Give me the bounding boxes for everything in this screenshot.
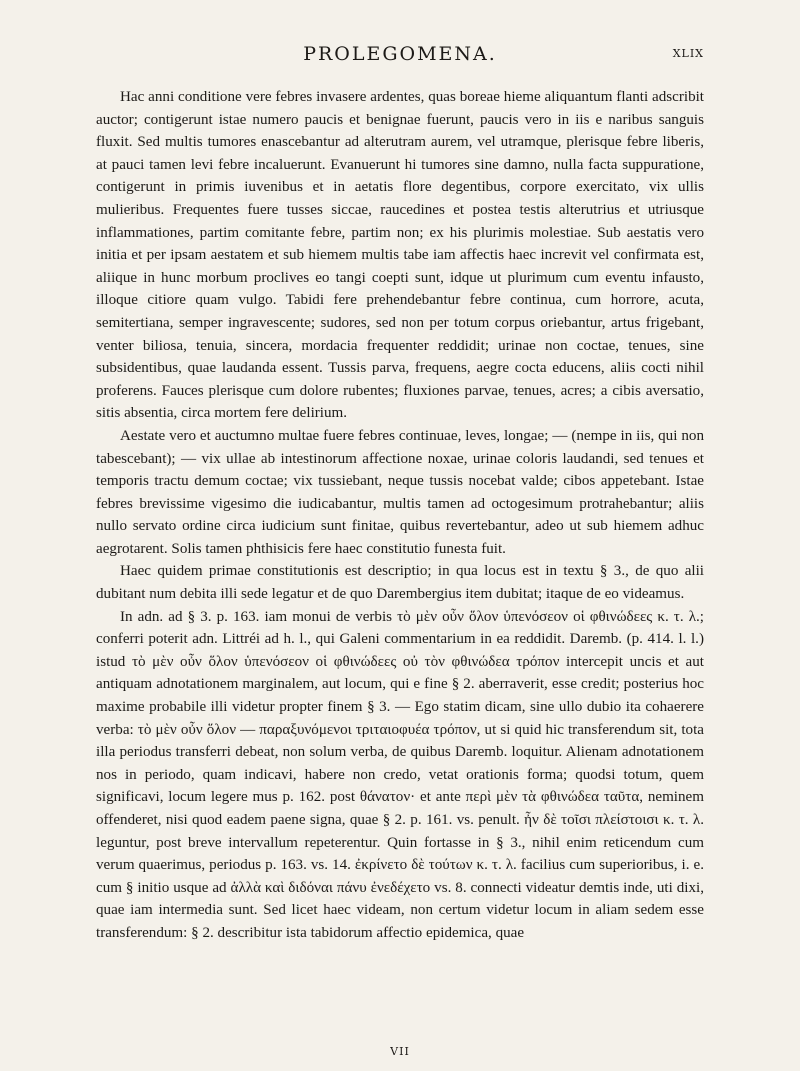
page-number: XLIX <box>672 47 704 60</box>
signature-mark: VII <box>390 1045 410 1058</box>
paragraph: Haec quidem primae constitutionis est descriptio; in qua locus est in textu § 3., de quo alii dubitant num debita illi sede legatur et de quo Darembergius item dubitat; itaque de eo videamus. <box>96 563 704 603</box>
paragraph: Hac anni conditione vere febres invasere ardentes, quas boreae hieme aliquantum flanti adscribit auctor; contigerunt istae numero paucis et benignae fuerunt, paucis vero in iis e naribus sanguis fluxit. Sed multis tumores enascebantur ad alterutram aurem, vel utramque, plerisque febre liberis, at pauci tamen levi febre incaluerunt. Evanuerunt hi tumores sine damno, nulla facta suppuratione, contigerunt in primis iuvenibus et in aetatis flore degentibus, corpore exercitato, vix ullis mulieribus. Frequentes fuere tusses siccae, raucedines et postea testis alterutrius et utriusque inflammationes, partim comitante febre, partim non; ex his plurimis molestiae. Sub aestatis vero initia et per ipsam aestatem et sub hiemem multis tabe iam affectis haec increvit vel confirmata est, aliique in hunc morbum proclives eo tangi coepti sunt, idque ut plurimum cum eventu infausto, illoque citiore quam vulgo. Tabidi fere prehendebantur febre continua, cum horrore, acuta, semitertiana, semper ingravescente; sudores, sed non per totum corpus oriebantur, artus frigebant, venter biliosa, tenuia, sincera, mordacia frequenter reddidit; urinae non coctae, tenues, sine subsidentibus, quae laudanda essent. Tussis parva, frequens, aegre cocta educens, aliis cocti nihil proferens. Fauces plerisque cum dolore rubentes; fluxiones parvae, tenues, acres; a cibis aversatio, sitis absentia, circa mortem fere delirium. <box>96 89 704 422</box>
running-title: PROLEGOMENA. <box>303 43 497 65</box>
body-text <box>96 86 704 945</box>
paragraph: In adn. ad § 3. p. 163. iam monui de verbis τὸ μὲν οὖν ὅλον ὑπενόσεον οἱ φθινώδεες κ. τ. λ.; conferri poterit adn. Littréi ad h. l., qui Galeni commentarium in ea reddidit. Daremb. (p. 414. l. l.) istud τὸ μὲν οὖν ὅλον ὑπενόσεον οἱ φθινώδεες οὐ τὸν φθινώδεα τρόπον intercepit uncis et aut antiquam adnotationem marginalem, aut locum, qui e fine § 2. aberraverit, esse credit; posterius hoc maxime probabile illi videtur propter finem § 3. — Ego statim dicam, sine ullo dubio ita cohaerere verba: τὸ μὲν οὖν ὅλον — παραξυνόμενοι τριταιοφυέα τρόπον, ut si quid hic transferendum sit, tota illa periodus transferri debeat, non solum verba, de quibus Daremb. loquitur. Alienam adnotationem nos in periodo, quam indicavi, habere non credo, vetat orationis forma; quodsi totum, quem significavi, locum legere mus p. 162. post θάνατον· et ante περὶ μὲν τὰ φθινώδεα ταῦτα, neminem offenderet, nisi quod eadem paene signa, quae § 2. p. 161. vs. penult. ἦν δὲ τοῖσι πλείστοισι κ. τ. λ. leguntur, post breve intervallum repeterentur. Quin fortasse in § 3., nihil enim reticendum cum verum quaerimus, periodus p. 163. vs. 14. ἐκρίνετο δὲ τούτων κ. τ. λ. facilius cum superioribus, i. e. cum § initio usque ad ἀλλὰ καὶ διδόναι πάνυ ἐνεδέχετο vs. 8. connecti videatur demtis inde, uti dixi, quae iam intermedia sunt. Sed licet haec videam, non certum videtur locum in aliam sedem esse transferendum: § 2. describitur ista tabidorum affectio epidemica, quae <box>96 608 704 941</box>
paragraph: Aestate vero et auctumno multae fuere febres continuae, leves, longae; — (nempe in iis, qui non tabescebant); — vix ullae ab intestinorum affectione noxae, urinae coloris laudandi, sed tenues et temporis tractu demum coctae; vix tussiebant, neque tussis nocebat valde; cibos appetebant. Istae febres brevissime vigesimo die iudicabantur, multis tamen ad octogesimum protrahebantur; aliis nullo servato ordine circa iudicium sunt finitae, quibus revertebantur, adeo ut sub hiemem adhuc aegrotarent. Solis tamen phthisicis fere haec constitutio funesta fuit. <box>96 427 704 557</box>
page-header <box>96 43 704 69</box>
